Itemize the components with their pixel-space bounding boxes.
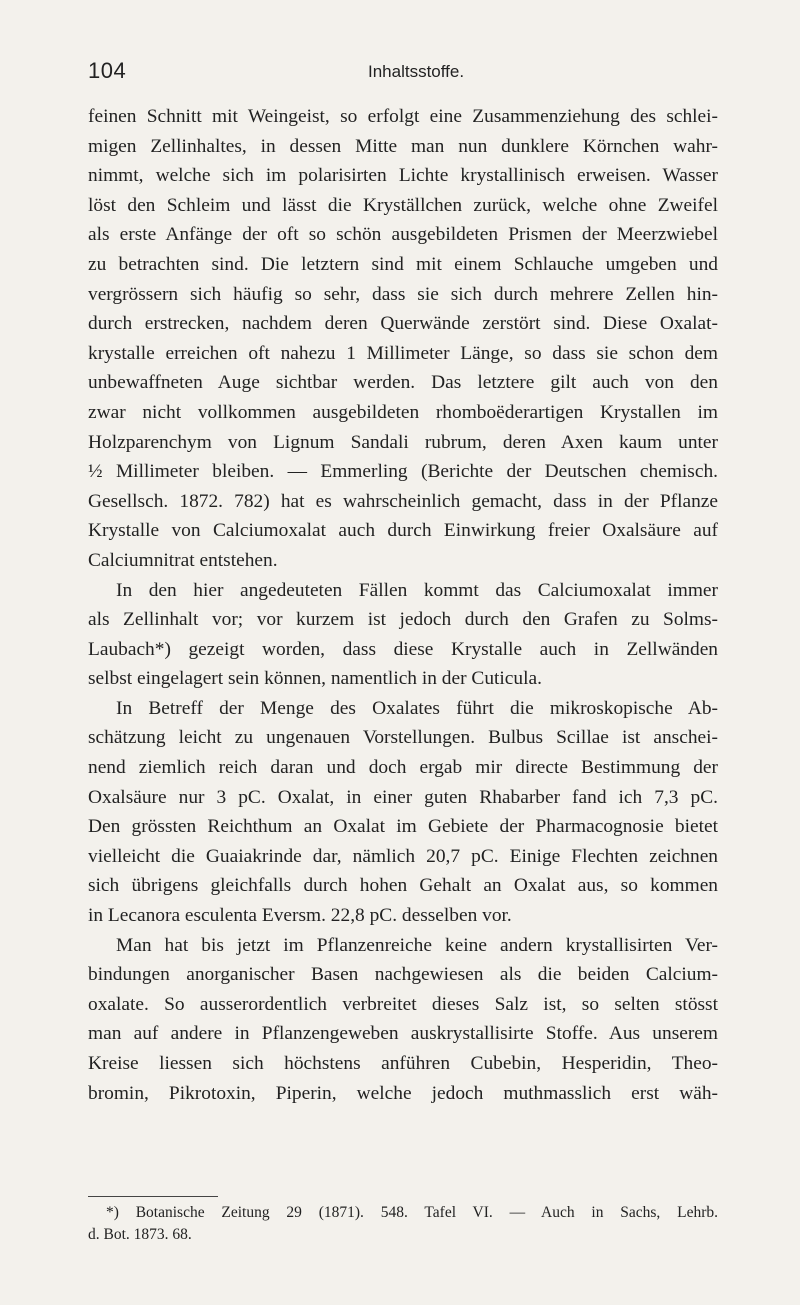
text-line: schätzung leicht zu ungenauen Vorstellungen. Bulbus Scillae ist anschei- xyxy=(88,727,718,749)
text-line: durch erstrecken, nachdem deren Querwände zerstört sind. Diese Oxalat- xyxy=(88,313,718,335)
text-line: zu betrachten sind. Die letztern sind mit einem Schlauche umgeben und xyxy=(88,253,718,275)
text-line: Oxalsäure nur 3 pC. Oxalat, in einer guten Rhabarber fand ich 7,3 pC. xyxy=(88,786,718,808)
text-line: bromin, Pikrotoxin, Piperin, welche jedoch muthmasslich erst wäh- xyxy=(88,1082,718,1104)
body-text xyxy=(88,102,718,1108)
text-line: Krystalle von Calciumoxalat auch durch Einwirkung freier Oxalsäure auf xyxy=(88,520,718,542)
footnote-line: *) Botanische Zeitung 29 (1871). 548. Tafel VI. — Auch in Sachs, Lehrb. xyxy=(106,1204,718,1221)
text-line: vielleicht die Guaiakrinde dar, nämlich 20,7 pC. Einige Flechten zeichnen xyxy=(88,845,718,867)
text-line: Den grössten Reichthum an Oxalat im Gebiete der Pharmacognosie bietet xyxy=(88,816,718,838)
text-line: Kreise liessen sich höchstens anführen Cubebin, Hesperidin, Theo- xyxy=(88,1053,718,1074)
text-line: selbst eingelagert sein können, namentlich in der Cuticula. xyxy=(88,668,542,690)
text-line: Calciumnitrat entstehen. xyxy=(88,549,278,571)
footnote xyxy=(88,1202,718,1246)
page-number: 104 xyxy=(88,58,127,83)
text-line: Holzparenchym von Lignum Sandali rubrum, deren Axen kaum unter xyxy=(88,431,718,453)
text-line: löst den Schleim und lässt die Kryställchen zurück, welche ohne Zweifel xyxy=(88,194,718,216)
text-line: migen Zellinhaltes, in dessen Mitte man nun dunklere Körnchen wahr- xyxy=(88,135,718,157)
footnote-divider xyxy=(88,1196,218,1197)
text-line: In den hier angedeuteten Fällen kommt das Calciumoxalat immer xyxy=(116,579,718,601)
text-line: In Betreff der Menge des Oxalates führt die mikroskopische Ab- xyxy=(116,697,718,719)
text-line: man auf andere in Pflanzengeweben auskrystallisirte Stoffe. Aus unserem xyxy=(88,1023,718,1045)
text-line: bindungen anorganischer Basen nachgewiesen als die beiden Calcium- xyxy=(88,964,718,986)
page-header xyxy=(88,58,716,88)
text-line: sich übrigens gleichfalls durch hohen Gehalt an Oxalat aus, so kommen xyxy=(88,875,718,897)
text-line: nimmt, welche sich im polarisirten Lichte krystallinisch erweisen. Wasser xyxy=(88,165,718,187)
text-line: als erste Anfänge der oft so schön ausgebildeten Prismen der Meerzwiebel xyxy=(88,224,718,246)
text-line: Gesellsch. 1872. 782) hat es wahrscheinlich gemacht, dass in der Pflanze xyxy=(88,490,718,512)
text-line: ½ Millimeter bleiben. — Emmerling (Berichte der Deutschen chemisch. xyxy=(88,461,718,483)
text-line: oxalate. So ausserordentlich verbreitet dieses Salz ist, so selten stösst xyxy=(88,993,718,1015)
text-line: vergrössern sich häufig so sehr, dass sie sich durch mehrere Zellen hin- xyxy=(88,283,718,305)
text-line: nend ziemlich reich daran und doch ergab mir directe Bestimmung der xyxy=(88,757,718,779)
text-line: in Lecanora esculenta Eversm. 22,8 pC. desselben vor. xyxy=(88,905,512,927)
text-line: zwar nicht vollkommen ausgebildeten rhomboëderartigen Krystallen im xyxy=(88,401,718,423)
footnote-line: d. Bot. 1873. 68. xyxy=(88,1226,192,1243)
text-line: unbewaffneten Auge sichtbar werden. Das letztere gilt auch von den xyxy=(88,372,718,394)
text-line: krystalle erreichen oft nahezu 1 Millimeter Länge, so dass sie schon dem xyxy=(88,342,718,364)
running-head: Inhaltsstoffe. xyxy=(368,62,465,81)
text-line: Man hat bis jetzt im Pflanzenreiche keine andern krystallisirten Ver- xyxy=(116,934,718,956)
text-line: als Zellinhalt vor; vor kurzem ist jedoch durch den Grafen zu Solms- xyxy=(88,609,718,631)
text-line: feinen Schnitt mit Weingeist, so erfolgt eine Zusammenziehung des schlei- xyxy=(88,106,718,127)
text-line: Laubach*) gezeigt worden, dass diese Krystalle auch in Zellwänden xyxy=(88,638,718,660)
